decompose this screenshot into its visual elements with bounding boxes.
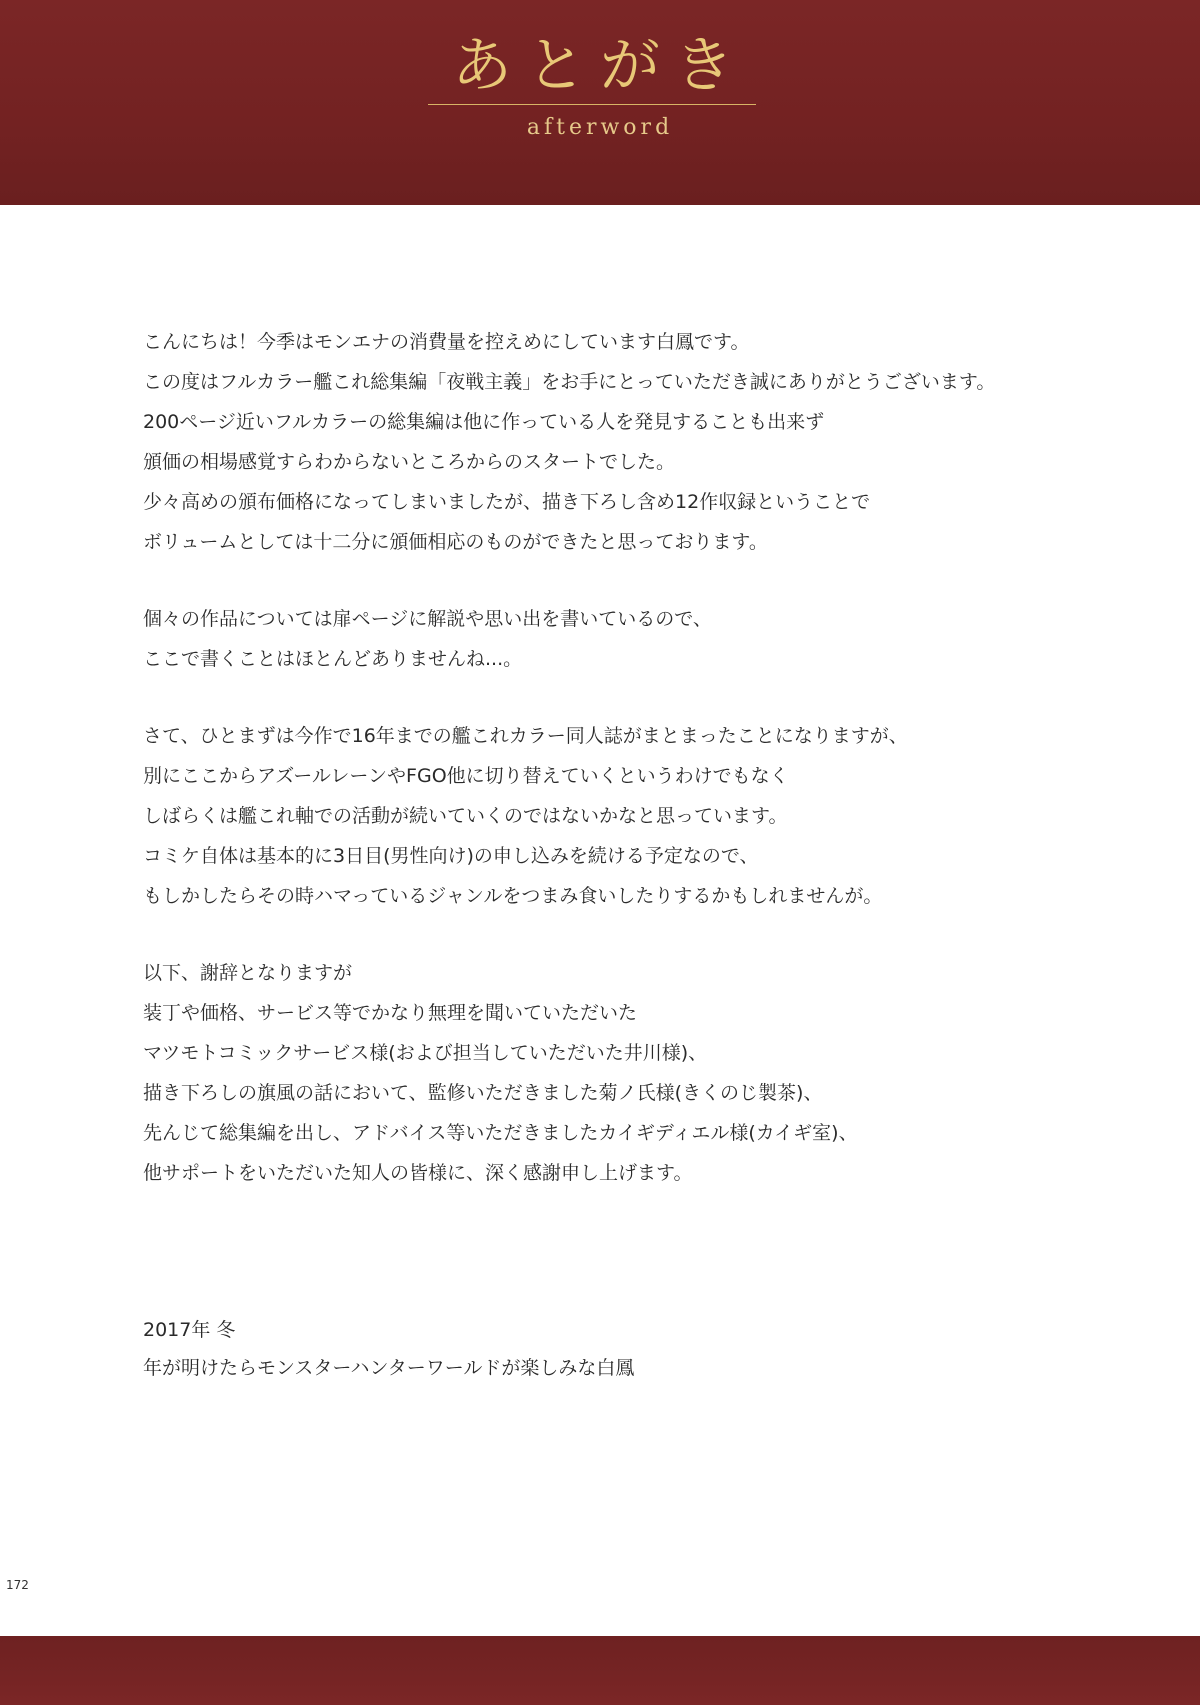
text-line: 以下、謝辞となりますが xyxy=(143,962,353,984)
text-line: この度はフルカラー艦これ総集編「夜戦主義」をお手にとっていただき誠にありがとうございます。 xyxy=(143,371,996,393)
text-line: 個々の作品については扉ページに解説や思い出を書いているので、 xyxy=(143,608,712,630)
page-subtitle: afterword xyxy=(526,115,674,140)
text-line: もしかしたらその時ハマっているジャンルをつまみ食いしたりするかもしれませんが。 xyxy=(143,885,883,907)
text-line: 少々高めの頒布価格になってしまいましたが、描き下ろし含め12作収録ということで xyxy=(143,491,871,513)
text-line: 先んじて総集編を出し、アドバイス等いただきましたカイギディエル様(カイギ室)、 xyxy=(143,1122,858,1144)
text-line: ここで書くことはほとんどありませんね...。 xyxy=(143,648,523,670)
title-divider xyxy=(428,104,756,105)
text-line: ボリュームとしては十二分に頒価相応のものができたと思っております。 xyxy=(143,531,768,553)
text-line: 頒価の相場感覚すらわからないところからのスタートでした。 xyxy=(143,451,676,473)
paragraph-thanks xyxy=(143,953,1153,1193)
signature-date: 2017年 冬 xyxy=(143,1319,236,1341)
page-title: あとがき xyxy=(452,31,748,101)
paragraph-works xyxy=(143,599,1153,679)
text-line: こんにちは！今季はモンエナの消費量を控えめにしています白鳳です。 xyxy=(143,331,750,353)
paragraph-greeting xyxy=(143,322,1153,562)
afterword-body xyxy=(143,322,1153,1230)
text-line: 描き下ろしの旗風の話において、監修いただきました菊ノ氏様(きくのじ製茶)、 xyxy=(143,1082,823,1104)
text-line: さて、ひとまずは今作で16年までの艦これカラー同人誌がまとまったことになりますが、 xyxy=(143,725,908,747)
paragraph-future xyxy=(143,716,1153,916)
footer-band xyxy=(0,1636,1200,1705)
text-line: 200ページ近いフルカラーの総集編は他に作っている人を発見することも出来ず xyxy=(143,411,825,433)
header-band xyxy=(0,0,1200,205)
text-line: 別にここからアズールレーンやFGO他に切り替えていくというわけでもなく xyxy=(143,765,789,787)
signature-block xyxy=(143,1311,634,1387)
page-number: 172 xyxy=(6,1578,29,1592)
text-line: しばらくは艦これ軸での活動が続いていくのではないかなと思っています。 xyxy=(143,805,788,827)
text-line: マツモトコミックサービス様(および担当していただいた井川様)、 xyxy=(143,1042,708,1064)
text-line: 他サポートをいただいた知人の皆様に、深く感謝申し上げます。 xyxy=(143,1162,693,1184)
text-line: コミケ自体は基本的に3日目(男性向け)の申し込みを続ける予定なので、 xyxy=(143,845,759,867)
text-line: 装丁や価格、サービス等でかなり無理を聞いていただいた xyxy=(143,1002,638,1024)
signature-note: 年が明けたらモンスターハンターワールドが楽しみな白鳳 xyxy=(143,1357,635,1379)
